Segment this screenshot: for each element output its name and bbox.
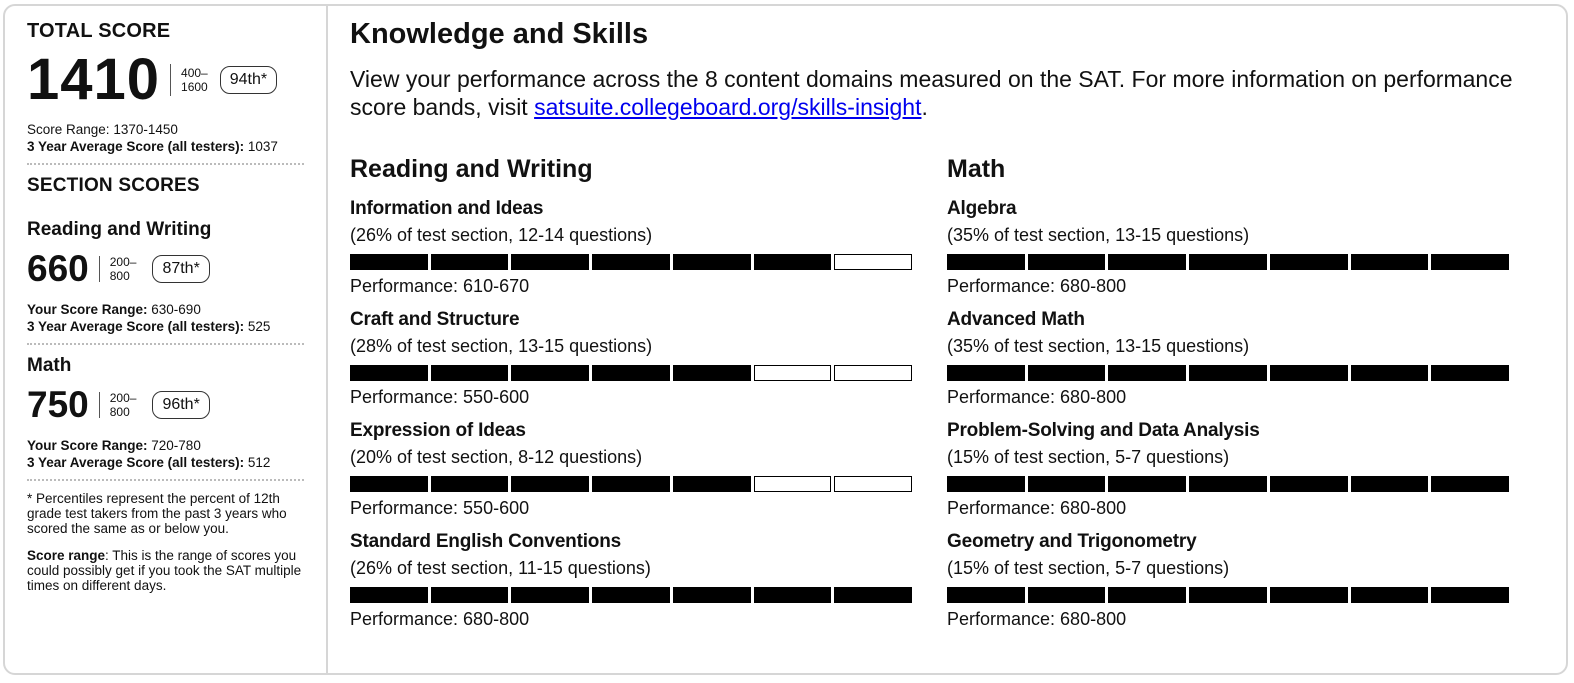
bar-segment-empty <box>754 365 832 381</box>
dotted-divider <box>27 479 304 481</box>
bar-segment-filled <box>511 587 589 603</box>
section-score-range: Your Score Range: 720-780 <box>27 438 201 453</box>
section-score-scale: 200– 800 <box>109 391 137 419</box>
performance-bar <box>350 365 912 381</box>
bar-segment-filled <box>511 476 589 492</box>
domain-item <box>947 309 1544 408</box>
bar-segment-filled <box>1270 365 1348 381</box>
domain-description: (15% of test section, 5-7 questions) <box>947 447 1230 467</box>
bar-segment-filled <box>673 365 751 381</box>
domain-name: Advanced Math <box>947 309 1085 330</box>
bar-segment-filled <box>592 587 670 603</box>
domain-performance: Performance: 610-670 <box>350 276 530 296</box>
bar-segment-filled <box>1028 254 1106 270</box>
bar-segment-filled <box>592 365 670 381</box>
domain-performance: Performance: 680-800 <box>947 276 1127 296</box>
domain-description: (15% of test section, 5-7 questions) <box>947 558 1230 578</box>
bar-segment-filled <box>1431 476 1509 492</box>
bar-segment-filled <box>947 587 1025 603</box>
performance-bar <box>947 254 1509 270</box>
bar-segment-filled <box>947 365 1025 381</box>
bar-segment-filled <box>1431 365 1509 381</box>
bar-segment-filled <box>1431 587 1509 603</box>
bar-segment-filled <box>511 254 589 270</box>
total-score-label: TOTAL SCORE <box>27 20 171 42</box>
domain-performance: Performance: 550-600 <box>350 498 530 518</box>
domain-description: (26% of test section, 12-14 questions) <box>350 225 653 245</box>
performance-bar <box>350 476 912 492</box>
total-percentile-badge: 94th* <box>220 66 277 94</box>
bar-segment-filled <box>431 365 509 381</box>
domain-name: Problem-Solving and Data Analysis <box>947 420 1260 441</box>
section-math <box>27 355 304 471</box>
bar-segment-filled <box>1431 254 1509 270</box>
performance-bar <box>350 254 912 270</box>
dotted-divider <box>27 343 304 345</box>
bar-segment-filled <box>834 587 912 603</box>
bar-segment-filled <box>1028 587 1106 603</box>
page-title: Knowledge and Skills <box>350 18 649 50</box>
total-score-row <box>27 49 304 111</box>
total-score-scale: 400– 1600 <box>181 66 208 94</box>
bar-segment-filled <box>673 476 751 492</box>
bar-segment-filled <box>1108 365 1186 381</box>
bar-segment-filled <box>431 476 509 492</box>
divider <box>170 64 171 96</box>
domain-description: (35% of test section, 13-15 questions) <box>947 336 1250 356</box>
bar-segment-filled <box>947 476 1025 492</box>
column-reading-writing <box>350 155 947 642</box>
domain-description: (20% of test section, 8-12 questions) <box>350 447 643 467</box>
column-math <box>947 155 1544 642</box>
bar-segment-filled <box>592 476 670 492</box>
bar-segment-filled <box>592 254 670 270</box>
domain-description: (35% of test section, 13-15 questions) <box>947 225 1250 245</box>
domain-item <box>350 420 947 519</box>
bar-segment-filled <box>1028 476 1106 492</box>
bar-segment-filled <box>1189 254 1267 270</box>
section-score-value: 750 <box>27 384 89 425</box>
performance-bar <box>350 587 912 603</box>
bar-segment-filled <box>1189 365 1267 381</box>
bar-segment-filled <box>350 476 428 492</box>
bar-segment-filled <box>350 365 428 381</box>
domain-columns <box>350 155 1544 642</box>
domain-performance: Performance: 680-800 <box>947 498 1127 518</box>
bar-segment-filled <box>754 587 832 603</box>
total-score-value: 1410 <box>27 47 161 112</box>
bar-segment-filled <box>431 254 509 270</box>
domain-description: (28% of test section, 13-15 questions) <box>350 336 653 356</box>
bar-segment-filled <box>754 254 832 270</box>
section-average-score: 3 Year Average Score (all testers): 512 <box>27 455 271 470</box>
section-percentile-badge: 87th* <box>152 255 209 283</box>
bar-segment-filled <box>1108 254 1186 270</box>
bar-segment-filled <box>947 254 1025 270</box>
bar-segment-filled <box>1351 587 1429 603</box>
domain-description: (26% of test section, 11-15 questions) <box>350 558 651 578</box>
score-sidebar <box>5 6 328 673</box>
bar-segment-filled <box>350 587 428 603</box>
bar-segment-empty <box>834 254 912 270</box>
section-name: Math <box>27 355 72 376</box>
domain-performance: Performance: 680-800 <box>947 387 1127 407</box>
bar-segment-filled <box>1028 365 1106 381</box>
domain-performance: Performance: 680-800 <box>350 609 530 629</box>
section-reading-writing <box>27 219 304 335</box>
divider <box>99 392 100 418</box>
divider <box>99 256 100 282</box>
domain-name: Algebra <box>947 198 1017 219</box>
domain-name: Expression of Ideas <box>350 420 526 441</box>
domain-item <box>350 531 947 630</box>
bar-segment-filled <box>511 365 589 381</box>
bar-segment-filled <box>673 254 751 270</box>
percentile-footnote: * Percentiles represent the percent of 12th grade test takers from the past 3 years who scored the same as or below you. <box>27 491 287 536</box>
performance-bar <box>947 365 1509 381</box>
domain-item <box>947 531 1544 630</box>
column-heading: Reading and Writing <box>350 155 593 183</box>
domain-name: Standard English Conventions <box>350 531 621 552</box>
section-score-value: 660 <box>27 248 89 289</box>
bar-segment-filled <box>1108 587 1186 603</box>
total-average-score: 3 Year Average Score (all testers): 1037 <box>27 139 278 154</box>
section-score-range: Your Score Range: 630-690 <box>27 302 201 317</box>
bar-segment-filled <box>1108 476 1186 492</box>
bar-segment-empty <box>834 365 912 381</box>
section-scores-label: SECTION SCORES <box>27 175 200 196</box>
domain-item <box>947 198 1544 297</box>
bar-segment-empty <box>834 476 912 492</box>
score-report-card <box>3 4 1568 675</box>
section-percentile-badge: 96th* <box>152 391 209 419</box>
performance-bar <box>947 587 1509 603</box>
domain-performance: Performance: 680-800 <box>947 609 1127 629</box>
total-score-range: Score Range: 1370-1450 <box>27 122 178 137</box>
performance-bar <box>947 476 1509 492</box>
section-average-score: 3 Year Average Score (all testers): 525 <box>27 319 271 334</box>
domain-name: Geometry and Trigonometry <box>947 531 1197 552</box>
dotted-divider <box>27 163 304 165</box>
bar-segment-filled <box>350 254 428 270</box>
skills-insight-link[interactable]: satsuite.collegeboard.org/skills-insight <box>534 94 922 120</box>
domain-item <box>947 420 1544 519</box>
bar-segment-filled <box>1351 365 1429 381</box>
section-score-row <box>27 249 304 289</box>
knowledge-skills-panel <box>328 6 1566 673</box>
domain-item <box>350 309 947 408</box>
bar-segment-filled <box>1351 254 1429 270</box>
bar-segment-filled <box>1270 254 1348 270</box>
section-score-row <box>27 385 304 425</box>
bar-segment-filled <box>1351 476 1429 492</box>
section-name: Reading and Writing <box>27 219 212 240</box>
bar-segment-empty <box>754 476 832 492</box>
domain-item <box>350 198 947 297</box>
section-score-scale: 200– 800 <box>109 255 137 283</box>
column-heading: Math <box>947 155 1006 183</box>
bar-segment-filled <box>673 587 751 603</box>
bar-segment-filled <box>431 587 509 603</box>
bar-segment-filled <box>1270 587 1348 603</box>
score-range-note: Score range: This is the range of scores you could possibly get if you took the SAT multiple times on different days. <box>27 548 302 593</box>
bar-segment-filled <box>1270 476 1348 492</box>
domain-performance: Performance: 550-600 <box>350 387 530 407</box>
domain-name: Craft and Structure <box>350 309 520 330</box>
intro-text: View your performance across the 8 content domains measured on the SAT. For more information on performance score bands, visit satsuite.collegeboard.org/skills-insight. <box>350 66 1513 120</box>
domain-name: Information and Ideas <box>350 198 544 219</box>
bar-segment-filled <box>1189 476 1267 492</box>
bar-segment-filled <box>1189 587 1267 603</box>
